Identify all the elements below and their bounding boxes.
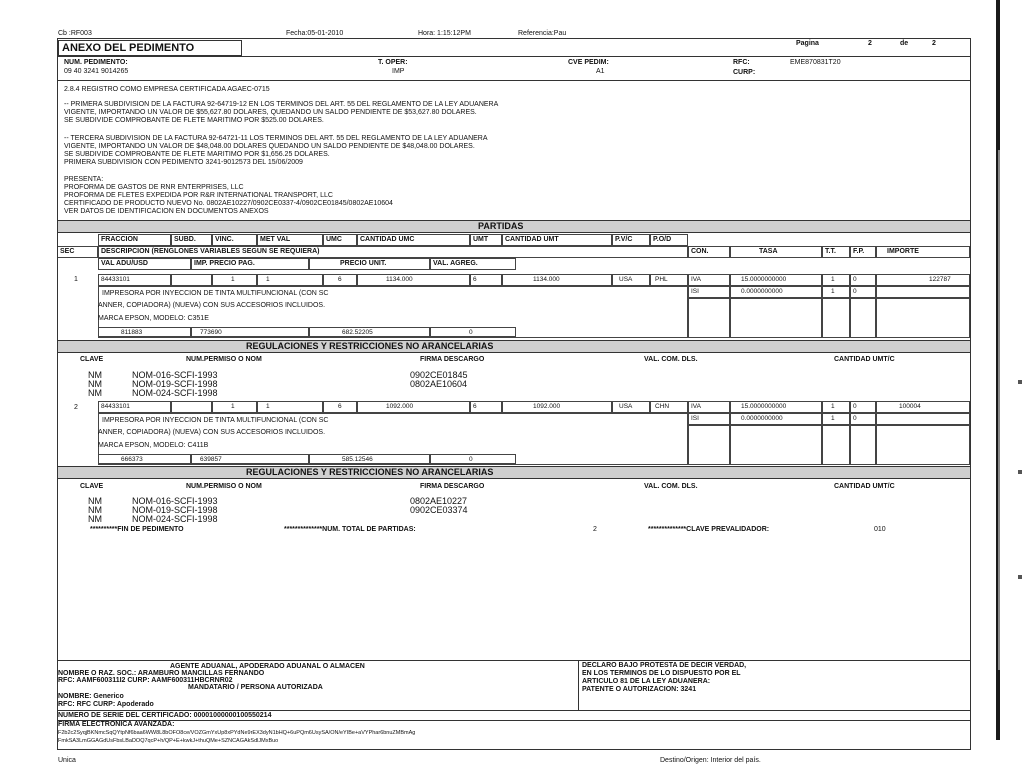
- item-importe: [876, 286, 970, 298]
- obs-line: PROFORMA DE FLETES EXPEDIDA POR R&R INTERNATIONAL TRANSPORT, LLC: [64, 192, 333, 199]
- item-subd: [171, 401, 212, 413]
- obs-line: 2.8.4 REGISTRO COMO EMPRESA CERTIFICADA AGAEC-0715: [64, 86, 270, 93]
- edge-mark: [1018, 380, 1022, 384]
- item-pod: CHN: [650, 401, 688, 413]
- item-tasa: 15.0000000000: [730, 274, 822, 286]
- col-met-val: MET VAL: [257, 234, 323, 246]
- col-cantidad-umc: CANTIDAD UMC: [357, 234, 470, 246]
- item-precio-unit: 585.12546: [309, 454, 430, 464]
- mandatario-nombre: NOMBRE: Generico: [58, 693, 124, 700]
- agente-rfc-curp: RFC: AAMF600311I2 CURP: AAMF600311HBCRNR02: [58, 677, 233, 684]
- pagina-label: Pagina: [796, 40, 819, 47]
- item-vinc: 1: [212, 274, 257, 286]
- item-tasa: 0.0000000000: [730, 286, 822, 298]
- cve-pedim: A1: [596, 68, 605, 75]
- item-met-val: 1: [257, 401, 323, 413]
- item-umc: 6: [323, 274, 357, 286]
- reg-nom: NOM-024-SCFI-1998: [132, 388, 218, 398]
- col-umc: UMC: [323, 234, 357, 246]
- clave-prevalidador-label: **************CLAVE PREVALIDADOR:: [648, 526, 770, 533]
- item-val-adu: 811883: [98, 327, 191, 337]
- item-fraccion: 84433101: [98, 401, 171, 413]
- item-fp: 0: [850, 274, 876, 286]
- item-pvc: USA: [612, 401, 650, 413]
- document-title: ANEXO DEL PEDIMENTO: [62, 42, 195, 54]
- obs-line: PRESENTA:: [64, 176, 104, 183]
- col-con: CON.: [688, 246, 730, 258]
- item-umc: 6: [323, 401, 357, 413]
- reg-nom: NOM-019-SCFI-1998: [132, 505, 218, 515]
- col-cantidad-umt: CANTIDAD UMT: [502, 234, 612, 246]
- item-fp: 0: [850, 286, 876, 298]
- unica-label: Unica: [58, 757, 76, 764]
- item-importe: 100004: [876, 401, 970, 413]
- reg-nom: NOM-016-SCFI-1993: [132, 496, 218, 506]
- col-sec: SEC: [58, 246, 98, 258]
- reg-col-firma: FIRMA DESCARGO: [420, 483, 485, 490]
- item-fraccion: 84433101: [98, 274, 171, 286]
- regulaciones-title: REGULACIONES Y RESTRICCIONES NO ARANCELARIAS: [246, 341, 494, 351]
- t-oper-label: T. OPER:: [378, 59, 408, 66]
- item-desc: ANNER, COPIADORA) (NUEVA) CON SUS ACCESORIOS INCLUIDOS.: [98, 429, 326, 436]
- reg-firma: 0802AE10604: [410, 379, 468, 389]
- item-met-val: 1: [257, 274, 323, 286]
- firma-title: FIRMA ELECTRONICA AVANZADA:: [58, 721, 175, 728]
- item-val-agreg: 0: [430, 454, 516, 464]
- regulaciones-band: [58, 340, 970, 353]
- item-importe: 122787: [876, 274, 970, 286]
- item-sec: 1: [74, 276, 78, 283]
- col-tasa: TASA: [730, 246, 822, 258]
- reg-clave: NM: [88, 388, 102, 398]
- regulaciones-title: REGULACIONES Y RESTRICCIONES NO ARANCELARIAS: [246, 467, 494, 477]
- col-imp-precio: IMP. PRECIO PAG.: [191, 258, 309, 270]
- item-vinc: 1: [212, 401, 257, 413]
- item-importe: [876, 413, 970, 425]
- reg-nom: NOM-016-SCFI-1993: [132, 370, 218, 380]
- mandatario-rfc-curp: RFC: RFC CURP: Apoderado: [58, 701, 154, 708]
- col-val-adu: VAL ADU/USD: [98, 258, 191, 270]
- item-pod: PHL: [650, 274, 688, 286]
- obs-line: -- PRIMERA SUBDIVISION DE LA FACTURA 92-64719-12 EN LOS TERMINOS DEL ART. 55 DEL REGLAMENTO DE LA LEY ADUANERA: [64, 101, 499, 108]
- item-tasa: 15.0000000000: [730, 401, 822, 413]
- item-umt: 6: [470, 401, 502, 413]
- item-val-agreg: 0: [430, 327, 516, 337]
- num-serie-certificado: NUMERO DE SERIE DEL CERTIFICADO: 00001000000100550214: [58, 712, 272, 719]
- item-tt: 1: [822, 401, 850, 413]
- col-tt: T.T.: [822, 246, 850, 258]
- obs-line: PRIMERA SUBDIVISION CON PEDIMENTO 3241-9012573 DEL 15/06/2009: [64, 159, 303, 166]
- item-cantidad-umc: 1134.000: [357, 274, 470, 286]
- firma-line: F2b2c2SyqjBKNmcSqQYtpNf6baa6WW8L8bOFO8ce/VOZGmYxUp8xPYdNe9rEX3dyN1bHQ+6uPQm6UsySA/ON/eYIBe+aVYPhar6bnuZMBmAg: [58, 730, 416, 736]
- edge-mark: [1018, 575, 1022, 579]
- rfc-value: EME870831T20: [790, 59, 841, 66]
- item-subd: [171, 274, 212, 286]
- num-total: 2: [593, 526, 597, 533]
- declaro-line: EN LOS TERMINOS DE LO DISPUESTO POR EL: [582, 670, 741, 677]
- col-pod: P.O/D: [650, 234, 688, 246]
- cve-pedim-label: CVE PEDIM:: [568, 59, 609, 66]
- item-cantidad-umc: 1092.000: [357, 401, 470, 413]
- num-pedimento-label: NUM. PEDIMENTO:: [64, 59, 128, 66]
- rfc-label: RFC:: [733, 59, 750, 66]
- col-descripcion: DESCRIPCION (RENGLONES VARIABLES SEGUN SE REQUIERA): [98, 246, 688, 258]
- mandatario-title: MANDATARIO / PERSONA AUTORIZADA: [188, 684, 323, 691]
- referencia: Referencia:Pau: [518, 30, 567, 37]
- item-fp: 0: [850, 401, 876, 413]
- col-precio-unit: PRECIO UNIT.: [309, 258, 430, 270]
- declaro-line: ARTICULO 81 DE LA LEY ADUANERA:: [582, 678, 711, 685]
- agente-title: AGENTE ADUANAL, APODERADO ADUANAL O ALMACEN: [170, 663, 365, 670]
- destino-origen: Destino/Origen: Interior del país.: [660, 757, 761, 764]
- item-cantidad-umt: 1134.000: [502, 274, 612, 286]
- item-umt: 6: [470, 274, 502, 286]
- obs-line: VER DATOS DE IDENTIFICACION EN DOCUMENTOS ANEXOS: [64, 208, 269, 215]
- item-desc: IMPRESORA POR INYECCION DE TINTA MULTIFUNCIONAL (CON SC: [102, 290, 329, 297]
- obs-line: VIGENTE, IMPORTANDO UN VALOR DE $55,627.80 DOLARES, QUEDANDO UN SALDO PENDIENTE DE $53,627.80 DOLARES.: [64, 109, 477, 116]
- reg-clave: NM: [88, 505, 102, 515]
- patente: PATENTE O AUTORIZACION: 3241: [582, 686, 697, 693]
- reg-nom: NOM-019-SCFI-1998: [132, 379, 218, 389]
- reg-firma: 0902CE03374: [410, 505, 468, 515]
- reg-col-valcom: VAL. COM. DLS.: [644, 483, 698, 490]
- col-subd: SUBD.: [171, 234, 212, 246]
- reg-clave: NM: [88, 379, 102, 389]
- reg-col-cantidad: CANTIDAD UMT/C: [834, 483, 895, 490]
- col-pvc: P.V/C: [612, 234, 650, 246]
- declaro-line: DECLARO BAJO PROTESTA DE DECIR VERDAD,: [582, 662, 747, 669]
- item-con: ISI: [688, 286, 730, 298]
- item-desc: IMPRESORA POR INYECCION DE TINTA MULTIFUNCIONAL (CON SC: [102, 417, 329, 424]
- cb-code: Cb :RF003: [58, 30, 92, 37]
- obs-line: CERTIFICADO DE PRODUCTO NUEVO No. 0802AE10227/0902CE0337-4/0902CE01845/0802AE10604: [64, 200, 393, 207]
- obs-line: SE SUBDIVIDE COMPROBANTE DE FLETE MARITIMO POR $525.00 DOLARES.: [64, 117, 324, 124]
- num-pedimento: 09 40 3241 9014265: [64, 68, 129, 75]
- item-desc: ANNER, COPIADORA) (NUEVA) CON SUS ACCESORIOS INCLUIDOS.: [98, 302, 326, 309]
- col-fp: F.P.: [850, 246, 876, 258]
- col-importe: IMPORTE: [876, 246, 970, 258]
- reg-col-cantidad: CANTIDAD UMT/C: [834, 356, 895, 363]
- pagina-total: 2: [932, 40, 936, 47]
- pagina-de: de: [900, 40, 909, 47]
- reg-col-clave: CLAVE: [80, 483, 104, 490]
- item-cantidad-umt: 1092.000: [502, 401, 612, 413]
- regulaciones-band: [58, 466, 970, 479]
- col-umt: UMT: [470, 234, 502, 246]
- t-oper: IMP: [392, 68, 405, 75]
- reg-clave: NM: [88, 514, 102, 524]
- reg-firma: 0902CE01845: [410, 370, 468, 380]
- reg-col-nom: NUM.PERMISO O NOM: [186, 483, 262, 490]
- item-con: ISI: [688, 413, 730, 425]
- obs-line: SE SUBDIVIDE COMPROBANTE DE FLETE MARITIMO POR $1,656.25 DOLARES.: [64, 151, 330, 158]
- item-con: IVA: [688, 401, 730, 413]
- hora: Hora: 1:15:12PM: [418, 30, 471, 37]
- col-fraccion: FRACCION: [98, 234, 171, 246]
- reg-col-valcom: VAL. COM. DLS.: [644, 356, 698, 363]
- clave-prevalidador: 010: [874, 526, 886, 533]
- reg-col-firma: FIRMA DESCARGO: [420, 356, 485, 363]
- reg-col-nom: NUM.PERMISO O NOM: [186, 356, 262, 363]
- item-tt: 1: [822, 274, 850, 286]
- item-desc: MARCA EPSON, MODELO: C351E: [98, 315, 209, 322]
- partidas-title: PARTIDAS: [478, 221, 524, 231]
- agente-nombre: NOMBRE O RAZ. SOC.: ARAMBURO MANCILLAS FERNANDO: [58, 670, 265, 677]
- item-desc: MARCA EPSON, MODELO: C411B: [98, 442, 209, 449]
- item-fp: 0: [850, 413, 876, 425]
- obs-line: -- TERCERA SUBDIVISION DE LA FACTURA 92-64721-11 LOS TERMINOS DEL ART. 55 DEL REGLAMENTO DE LA LEY ADUANERA: [64, 135, 488, 142]
- firma-line: FmkSA3LmGGAGdUsFbsLBaDOQ7qcP+h/QP+E+kwkJ+thuQMe+SZNCAGAkSdlJMxBuo: [58, 738, 279, 744]
- right-border-shadow: [998, 150, 1000, 670]
- item-imp-precio: 773690: [191, 327, 309, 337]
- item-tt: 1: [822, 286, 850, 298]
- item-imp-precio: 639857: [191, 454, 309, 464]
- pagina-num: 2: [868, 40, 872, 47]
- col-vinc: VINC.: [212, 234, 257, 246]
- item-val-adu: 666373: [98, 454, 191, 464]
- item-con: IVA: [688, 274, 730, 286]
- num-total-label: **************NUM. TOTAL DE PARTIDAS:: [284, 526, 416, 533]
- item-sec: 2: [74, 404, 78, 411]
- reg-clave: NM: [88, 370, 102, 380]
- item-tt: 1: [822, 413, 850, 425]
- reg-firma: 0802AE10227: [410, 496, 468, 506]
- item-precio-unit: 682.52205: [309, 327, 430, 337]
- fin-label: **********FIN DE PEDIMENTO: [90, 526, 184, 533]
- col-val-agreg: VAL. AGREG.: [430, 258, 516, 270]
- item-tasa: 0.0000000000: [730, 413, 822, 425]
- obs-line: PROFORMA DE GASTOS DE RNR ENTERPRISES, LLC: [64, 184, 244, 191]
- reg-nom: NOM-024-SCFI-1998: [132, 514, 218, 524]
- item-pvc: USA: [612, 274, 650, 286]
- edge-mark: [1018, 470, 1022, 474]
- fecha: Fecha:05-01-2010: [286, 30, 344, 37]
- reg-col-clave: CLAVE: [80, 356, 104, 363]
- obs-line: VIGENTE, IMPORTANDO UN VALOR DE $48,048.00 DOLARES QUEDANDO UN SALDO PENDIENTE DE $48,048.00 DOLARES.: [64, 143, 475, 150]
- reg-clave: NM: [88, 496, 102, 506]
- curp-label: CURP:: [733, 69, 756, 76]
